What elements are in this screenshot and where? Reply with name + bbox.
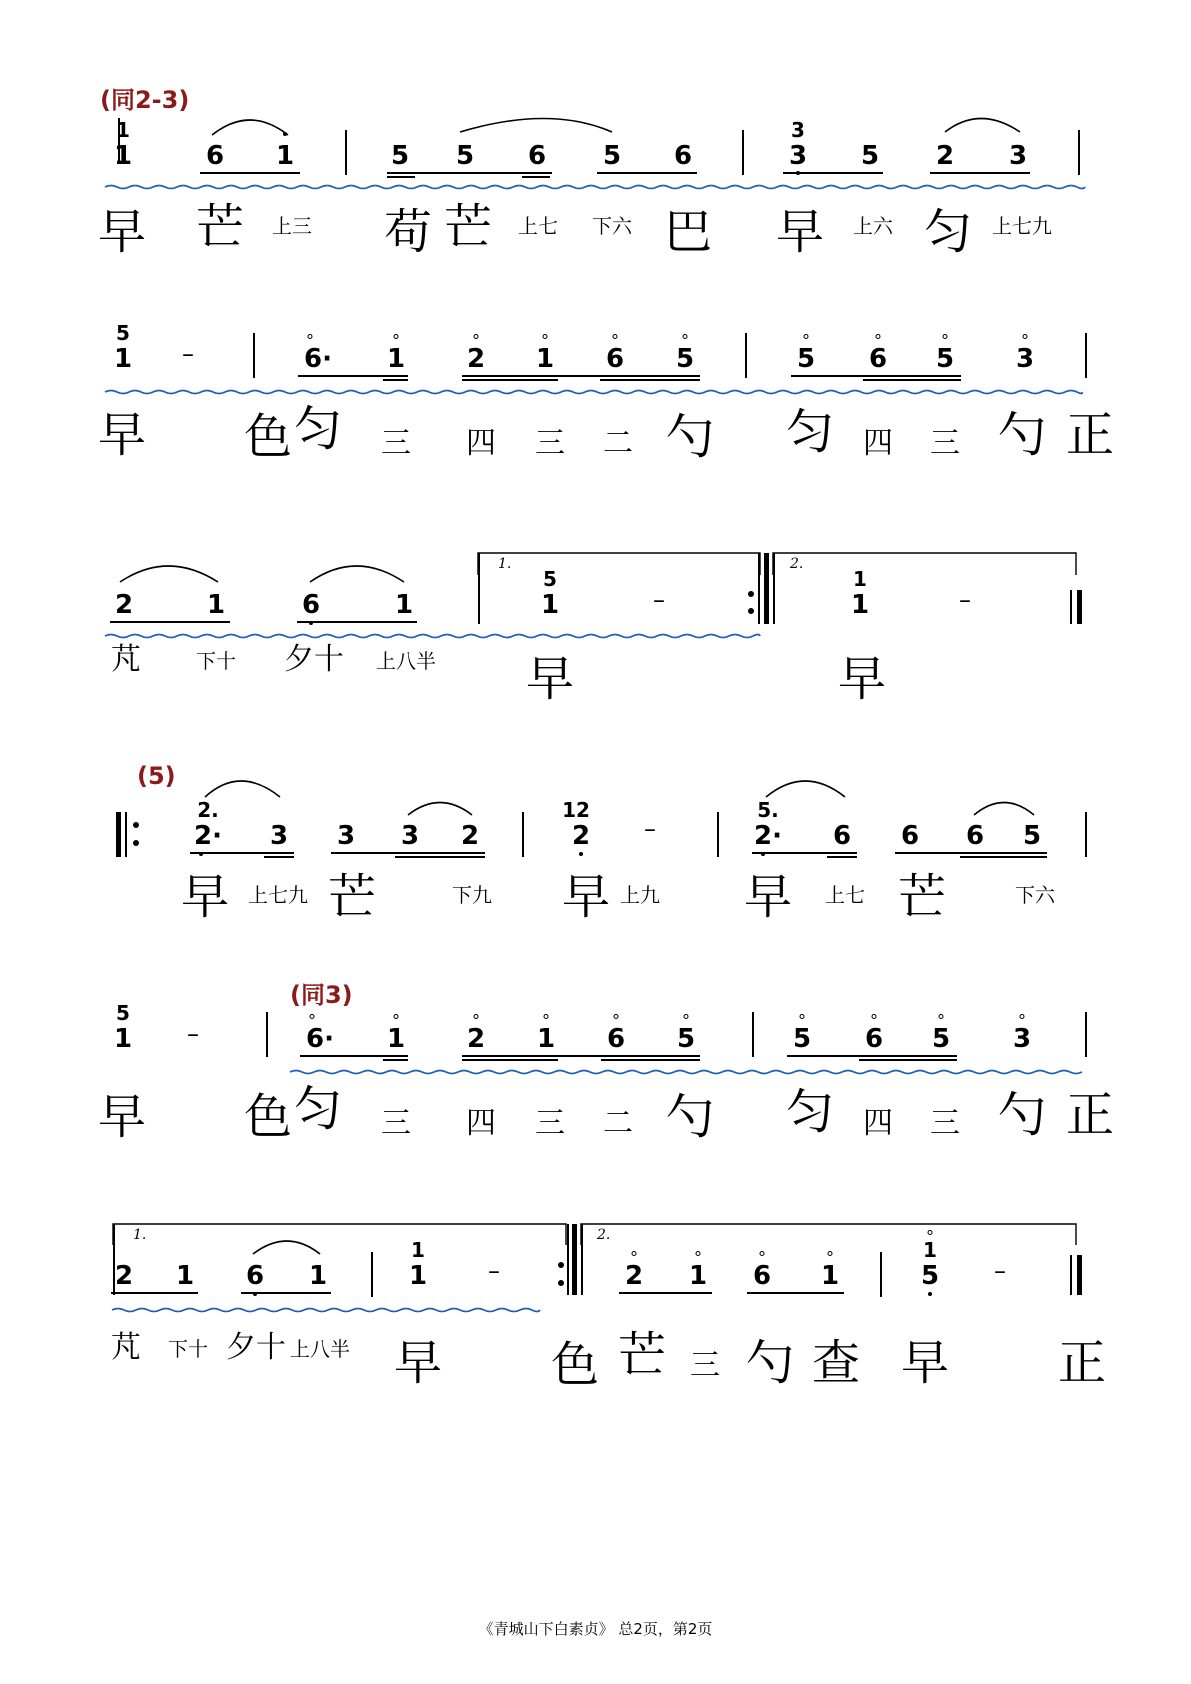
tab-char: 四 xyxy=(466,1106,496,1141)
tab-char: 四 xyxy=(466,426,496,461)
tab-char: 色 xyxy=(550,1337,600,1393)
note: 5 xyxy=(675,344,695,374)
slur xyxy=(310,566,404,582)
note: 1 xyxy=(394,590,414,620)
tab-char: 三 xyxy=(535,426,565,461)
note: 1 xyxy=(540,590,560,620)
note: 5 xyxy=(602,141,622,171)
tab-char: 下九 xyxy=(452,883,492,907)
note: 5 xyxy=(455,141,475,171)
volta-brackets xyxy=(113,553,1076,1245)
tab-char: 色 xyxy=(243,1089,293,1145)
note: 5 xyxy=(390,141,410,171)
tab-char: 夕十 xyxy=(284,642,344,677)
slur xyxy=(945,119,1020,133)
tab-char: 勺 xyxy=(665,409,715,465)
tab-char: 查 xyxy=(811,1335,861,1391)
dash: – xyxy=(488,1257,500,1285)
tab-char: 早 xyxy=(525,651,575,707)
tab-char: 色 xyxy=(243,409,293,465)
tab-char: 早 xyxy=(97,1089,147,1145)
note: 2 xyxy=(624,1261,644,1291)
note: 1 xyxy=(536,1024,556,1054)
note: 6 xyxy=(606,1024,626,1054)
note: 5 xyxy=(920,1261,940,1291)
tab-char: 上七九 xyxy=(992,214,1052,238)
tab-char: 勺 xyxy=(665,1089,715,1145)
wavy-line xyxy=(105,186,1085,189)
slur-group xyxy=(120,119,1034,1255)
tab-char: 早 xyxy=(561,869,611,925)
note: 1 xyxy=(535,344,555,374)
tab-char: 早 xyxy=(393,1335,443,1391)
note: 5 xyxy=(860,141,880,171)
note: 3 xyxy=(1015,344,1035,374)
note: 1 xyxy=(308,1261,328,1291)
note: 1 xyxy=(113,141,133,171)
wavy-line xyxy=(112,1309,540,1312)
tab-char: 芃 xyxy=(111,642,141,677)
note: 1 xyxy=(688,1261,708,1291)
section-label: (同2-3) xyxy=(100,86,190,114)
note: 3 xyxy=(791,118,805,142)
tab-char: 勺 xyxy=(997,407,1047,463)
volta-bracket xyxy=(478,553,760,575)
section-label: (同3) xyxy=(290,981,353,1009)
note: 2. xyxy=(197,798,219,822)
dash: – xyxy=(187,1020,199,1048)
note: 2 xyxy=(114,590,134,620)
dash: – xyxy=(182,340,194,368)
wavy-line xyxy=(105,391,1082,394)
note: 5 xyxy=(935,344,955,374)
tab-char: 上八半 xyxy=(290,1337,350,1361)
note: 6 xyxy=(605,344,625,374)
slur xyxy=(212,120,288,135)
tab-char: 芒 xyxy=(443,199,493,255)
tab-char: 下六 xyxy=(592,214,632,238)
slur xyxy=(253,1241,320,1254)
tab-char: 早 xyxy=(900,1335,950,1391)
note: 1 xyxy=(386,344,406,374)
note: 1 xyxy=(113,1024,133,1054)
note: 6 xyxy=(301,590,321,620)
volta-bracket xyxy=(773,553,1076,575)
note: 2· xyxy=(194,821,222,851)
note: 2 xyxy=(571,821,591,851)
dash: – xyxy=(644,815,656,843)
slur xyxy=(120,566,218,582)
tab-char: 三 xyxy=(381,426,411,461)
note: 1 xyxy=(386,1024,406,1054)
tab-char: 二 xyxy=(603,426,633,461)
note: 12 xyxy=(562,798,590,822)
dash: – xyxy=(653,586,665,614)
tab-char: 正 xyxy=(1065,407,1115,463)
dash: – xyxy=(994,1257,1006,1285)
tab-char: 苟 xyxy=(383,204,433,260)
tab-char: 上三 xyxy=(272,214,312,238)
note: 3 xyxy=(1008,141,1028,171)
note: 2 xyxy=(466,1024,486,1054)
tab-char: 正 xyxy=(1057,1335,1107,1391)
page-footer: 《青城山下白素贞》 总2页，第2页 xyxy=(478,1620,713,1638)
wavy-line xyxy=(290,1071,1082,1074)
tab-char: 勺 xyxy=(997,1087,1047,1143)
tab-char: 匀 xyxy=(923,204,973,260)
note: 6 xyxy=(864,1024,884,1054)
note: 3 xyxy=(336,821,356,851)
tab-char: 上九 xyxy=(620,883,660,907)
note: 2 xyxy=(466,344,486,374)
slur xyxy=(205,781,280,797)
note: 6 xyxy=(868,344,888,374)
note: 2· xyxy=(754,821,782,851)
note: 6· xyxy=(304,344,332,374)
note: 1 xyxy=(820,1261,840,1291)
tab-char: 下十 xyxy=(168,1337,208,1361)
volta-label: 2. xyxy=(790,556,804,572)
tab-char: 三 xyxy=(381,1106,411,1141)
tab-char: 芒 xyxy=(617,1327,667,1383)
tab-char: 早 xyxy=(743,869,793,925)
note: 5 xyxy=(543,567,557,591)
volta-label: 2. xyxy=(597,1227,611,1243)
tab-char: 上七九 xyxy=(248,883,308,907)
note: 5 xyxy=(1022,821,1042,851)
tab-char: 早 xyxy=(180,869,230,925)
wavy-line xyxy=(105,635,760,638)
tab-char: 匀 xyxy=(293,401,343,457)
note: 5 xyxy=(116,1001,130,1025)
volta-bracket xyxy=(581,1224,1076,1245)
tab-char: 巴 xyxy=(663,204,713,260)
note: 3 xyxy=(788,141,808,171)
tab-char: 下六 xyxy=(1015,883,1055,907)
tab-char: 匀 xyxy=(785,404,835,460)
note: 6· xyxy=(306,1024,334,1054)
dash: – xyxy=(959,586,971,614)
note: 1 xyxy=(206,590,226,620)
note: 1 xyxy=(408,1261,428,1291)
note: 1 xyxy=(850,590,870,620)
slur xyxy=(408,803,472,816)
note: 5 xyxy=(676,1024,696,1054)
note: 3 xyxy=(400,821,420,851)
tab-char: 芒 xyxy=(897,869,947,925)
volta-label: 1. xyxy=(498,556,512,572)
slur xyxy=(766,781,845,797)
note: 6 xyxy=(752,1261,772,1291)
note: 6 xyxy=(205,141,225,171)
tab-char: 芃 xyxy=(111,1330,141,1365)
note: 1 xyxy=(275,141,295,171)
note: 1 xyxy=(923,1238,937,1262)
note: 5 xyxy=(116,321,130,345)
tab-char: 匀 xyxy=(293,1081,343,1137)
note: 1 xyxy=(853,567,867,591)
tab-char: 上八半 xyxy=(376,649,436,673)
tab-char: 上七 xyxy=(825,883,865,907)
slur xyxy=(460,119,612,133)
note: 1 xyxy=(411,1238,425,1262)
note: 5 xyxy=(931,1024,951,1054)
tab-char: 芒 xyxy=(327,869,377,925)
note: 2 xyxy=(114,1261,134,1291)
note: 1 xyxy=(113,344,133,374)
tab-char: 三 xyxy=(930,426,960,461)
tab-char: 三 xyxy=(690,1348,720,1383)
tab-char: 匀 xyxy=(785,1084,835,1140)
note: 6 xyxy=(245,1261,265,1291)
tab-char: 早 xyxy=(837,651,887,707)
slur xyxy=(974,803,1034,816)
note: 6 xyxy=(673,141,693,171)
note: 5 xyxy=(796,344,816,374)
tab-char: 四 xyxy=(863,426,893,461)
note: 6 xyxy=(965,821,985,851)
note: 3 xyxy=(269,821,289,851)
tab-char: 早 xyxy=(97,204,147,260)
note: 2 xyxy=(935,141,955,171)
section-label: (5) xyxy=(137,762,176,790)
tab-char: 四 xyxy=(863,1106,893,1141)
wave-group xyxy=(105,186,1085,1312)
tab-char: 三 xyxy=(535,1106,565,1141)
tab-char: 勺 xyxy=(745,1335,795,1391)
note: 6 xyxy=(527,141,547,171)
tab-char: 正 xyxy=(1065,1087,1115,1143)
note: 2 xyxy=(460,821,480,851)
volta-label: 1. xyxy=(133,1227,147,1243)
tab-char: 芒 xyxy=(195,199,245,255)
note: 1 xyxy=(116,118,130,142)
tab-char: 夕十 xyxy=(226,1330,286,1365)
tab-char: 上七 xyxy=(518,214,558,238)
tab-char: 上六 xyxy=(853,214,893,238)
tab-char: 早 xyxy=(775,204,825,260)
note: 6 xyxy=(832,821,852,851)
note: 5. xyxy=(757,798,779,822)
note: 6 xyxy=(900,821,920,851)
tab-char: 早 xyxy=(97,407,147,463)
note: 1 xyxy=(175,1261,195,1291)
tab-char: 二 xyxy=(603,1106,633,1141)
tab-char: 下十 xyxy=(196,649,236,673)
note: 3 xyxy=(1012,1024,1032,1054)
tab-char: 三 xyxy=(930,1106,960,1141)
note: 5 xyxy=(792,1024,812,1054)
volta-bracket xyxy=(113,1224,566,1245)
